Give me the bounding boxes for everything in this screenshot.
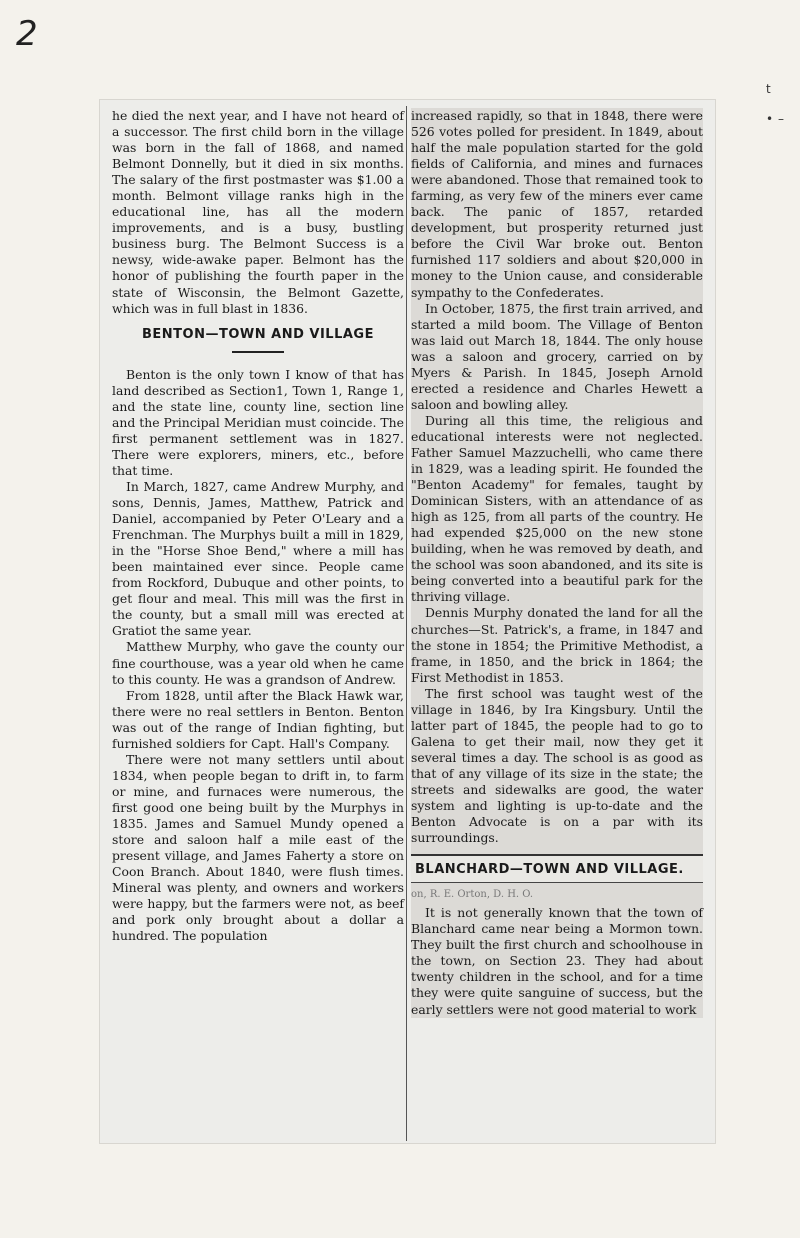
page-number: 2 (16, 14, 38, 54)
right-column (411, 108, 703, 1018)
margin-mark: – (778, 112, 784, 126)
column-divider (406, 106, 407, 1141)
article-paragraph: Benton is the only town I know of that has land described as Section1, Town 1, Range 1, and the state line, county line, section line and the Principal Meridian must coincide. The first permanent settlement was in 1827. There were explorers, miners, etc., before that time. (112, 366, 404, 478)
newspaper-clipping (100, 100, 715, 1143)
article-paragraph: increased rapidly, so that in 1848, there were 526 votes polled for president. In 1849, about half the male population started for the gold fields of California, and mines and furnaces were abandoned. Those that remained took to farming, as very few of the miners ever came back. The panic of 1857, retarded development, but prosperity returned just before the Civil War broke out. Benton furnished 117 soldiers and about $20,000 in money to the Union cause, and considerable sympathy to the Confederates. (411, 108, 703, 300)
margin-mark: • (766, 112, 774, 126)
garbled-line: on, R. E. Orton, D. H. O. (411, 889, 534, 901)
left-column (112, 108, 404, 944)
article-paragraph: From 1828, until after the Black Hawk war, there were no real settlers in Benton. Benton was out of the range of Indian fighting, but furnished soldiers for Capt. Hall's Company. (112, 687, 404, 751)
article-paragraph: Dennis Murphy donated the land for all the churches—St. Patrick's, a frame, in 1847 and the stone in 1854; the Primitive Methodist, a frame, in 1850, and the brick in 1864; the First Methodist in 1853. (411, 605, 703, 685)
article-paragraph: Matthew Murphy, who gave the county our fine courthouse, was a year old when he came to this county. He was a grandson of Andrew. (112, 639, 404, 687)
article-paragraph: In March, 1827, came Andrew Murphy, and sons, Dennis, James, Matthew, Patrick and Daniel, accompanied by Peter O'Leary and a Frenchman. The Murphys built a mill in 1829, in the "Horse Shoe Bend," where a mill has been maintained ever since. People came from Rockford, Dubuque and other points, to get flour and meal. This mill was the first in the county, but a small mill was erected at Gratiot the same year. (112, 478, 404, 639)
article-paragraph: There were not many settlers until about 1834, when people began to drift in, to farm or mine, and furnaces were numerous, the first good one being built by the Murphys in 1835. James and Samuel Mundy opened a store and saloon half a mile east of the present village, and James Faherty a store on Coon Branch. About 1840, were flush times. Mineral was plenty, and owners and workers were happy, but the farmers were not, as beef and pork only brought about a dollar a hundred. The population (112, 751, 404, 944)
article-paragraph: It is not generally known that the town of Blanchard came near being a Mormon town. They built the first church and schoolhouse in the town, on Section 23. They had about twenty children in the school, and for a time they were quite sanguine of success, but the early settlers were not good material to work (411, 905, 703, 1017)
article-paragraph: The first school was taught west of the village in 1846, by Ira Kingsbury. Until the latter part of 1845, the people had to go to Galena to get their mail, now they get it several times a day. The school is as good as that of any village of its size in the state; the streets and sidewalks are good, the water system and lighting is up-to-date and the Benton Advocate is on a par with its surroundings. (411, 685, 703, 846)
section-headline-blanchard: BLANCHARD—TOWN AND VILLAGE. (411, 854, 703, 883)
headline-rule (232, 351, 284, 353)
section-headline-benton: BENTON—TOWN AND VILLAGE (142, 326, 374, 342)
article-paragraph: In October, 1875, the first train arrived, and started a mild boom. The Village of Benton was laid out March 18, 1844. The only house was a saloon and grocery, carried on by Myers & Parish. In 1845, Joseph Arnold erected a residence and Charles Hewett a saloon and bowling alley. (411, 300, 703, 412)
margin-mark: t (766, 82, 771, 96)
article-paragraph: he died the next year, and I have not heard of a successor. The first child born in the village was born in the fall of 1868, and named Belmont Donnelly, but it died in six months. The salary of the first postmaster was $1.00 a month. Belmont village ranks high in the educational line, has all the modern improvements, and is a busy, bustling business burg. The Belmont Success is a newsy, wide-awake paper. Belmont has the honor of publishing the fourth paper in the state of Wisconsin, the Belmont Gazette, which was in full blast in 1836. (112, 108, 404, 316)
article-paragraph: During all this time, the religious and educational interests were not neglected. Father Samuel Mazzuchelli, who came there in 1829, was a leading spirit. He founded the "Benton Academy" for females, taught by Dominican Sisters, with an attendance of as high as 125, from all parts of the country. He had expended $25,000 on the new stone building, when he was removed by death, and the school was soon abandoned, and its site is being converted into a beautiful park for the thriving village. (411, 412, 703, 605)
